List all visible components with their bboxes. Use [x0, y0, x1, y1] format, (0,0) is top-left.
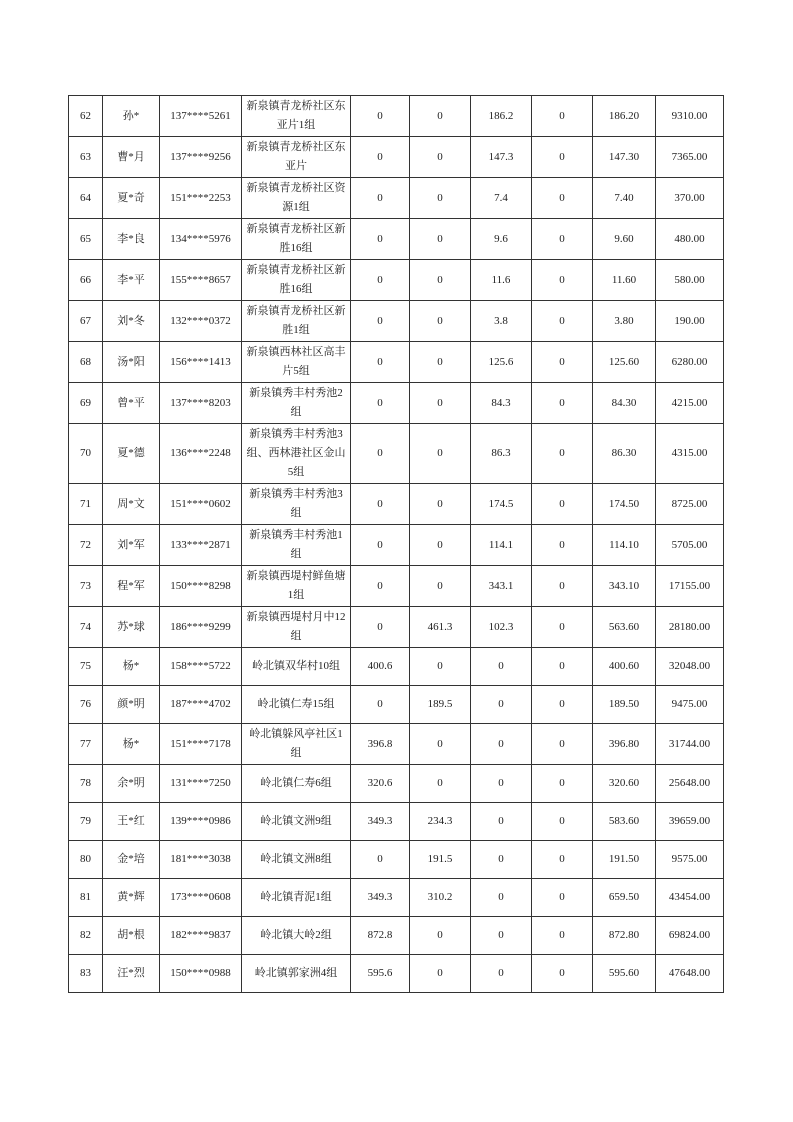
table-row — [69, 724, 724, 765]
cell-person-name: 程*军 — [103, 566, 160, 607]
cell-person-name: 黄*辉 — [103, 879, 160, 917]
cell-person-name: 夏*奇 — [103, 178, 160, 219]
cell-amount: 190.00 — [656, 301, 724, 342]
cell-person-name: 杨* — [103, 724, 160, 765]
cell-address: 岭北镇青泥1组 — [242, 879, 351, 917]
cell-row-number: 62 — [69, 96, 103, 137]
cell-row-number: 72 — [69, 525, 103, 566]
cell-phone-number: 155****8657 — [160, 260, 242, 301]
cell-value-1: 0 — [351, 301, 410, 342]
cell-address: 新泉镇青龙桥社区新胜16组 — [242, 219, 351, 260]
cell-subtotal: 7.40 — [593, 178, 656, 219]
cell-amount: 47648.00 — [656, 955, 724, 993]
cell-row-number: 80 — [69, 841, 103, 879]
cell-value-4: 0 — [532, 841, 593, 879]
cell-value-1: 320.6 — [351, 765, 410, 803]
table-row — [69, 765, 724, 803]
cell-person-name: 王*红 — [103, 803, 160, 841]
cell-amount: 9575.00 — [656, 841, 724, 879]
cell-phone-number: 173****0608 — [160, 879, 242, 917]
cell-amount: 28180.00 — [656, 607, 724, 648]
cell-value-3: 7.4 — [471, 178, 532, 219]
cell-value-1: 0 — [351, 137, 410, 178]
cell-subtotal: 84.30 — [593, 383, 656, 424]
cell-value-4: 0 — [532, 566, 593, 607]
cell-amount: 7365.00 — [656, 137, 724, 178]
cell-value-2: 234.3 — [410, 803, 471, 841]
cell-row-number: 73 — [69, 566, 103, 607]
cell-address: 岭北镇郭家洲4组 — [242, 955, 351, 993]
cell-person-name: 颜*明 — [103, 686, 160, 724]
cell-row-number: 66 — [69, 260, 103, 301]
cell-subtotal: 191.50 — [593, 841, 656, 879]
cell-amount: 69824.00 — [656, 917, 724, 955]
cell-value-2: 0 — [410, 648, 471, 686]
cell-value-1: 396.8 — [351, 724, 410, 765]
cell-subtotal: 396.80 — [593, 724, 656, 765]
cell-address: 新泉镇西林社区高丰片5组 — [242, 342, 351, 383]
cell-subtotal: 114.10 — [593, 525, 656, 566]
cell-phone-number: 187****4702 — [160, 686, 242, 724]
table-row — [69, 917, 724, 955]
cell-value-4: 0 — [532, 301, 593, 342]
cell-phone-number: 156****1413 — [160, 342, 242, 383]
cell-value-3: 84.3 — [471, 383, 532, 424]
cell-address: 岭北镇躲风亭社区1组 — [242, 724, 351, 765]
cell-value-3: 0 — [471, 765, 532, 803]
cell-value-2: 310.2 — [410, 879, 471, 917]
cell-amount: 370.00 — [656, 178, 724, 219]
table-row — [69, 383, 724, 424]
cell-address: 新泉镇青龙桥社区资源1组 — [242, 178, 351, 219]
cell-address: 新泉镇青龙桥社区东亚片1组 — [242, 96, 351, 137]
cell-address: 新泉镇秀丰村秀池3组、西林港社区金山5组 — [242, 424, 351, 484]
cell-person-name: 汤*阳 — [103, 342, 160, 383]
cell-value-3: 174.5 — [471, 484, 532, 525]
cell-address: 岭北镇文洲8组 — [242, 841, 351, 879]
cell-subtotal: 320.60 — [593, 765, 656, 803]
cell-value-4: 0 — [532, 96, 593, 137]
cell-amount: 25648.00 — [656, 765, 724, 803]
cell-value-1: 0 — [351, 383, 410, 424]
cell-row-number: 77 — [69, 724, 103, 765]
cell-value-1: 0 — [351, 566, 410, 607]
cell-row-number: 82 — [69, 917, 103, 955]
cell-value-3: 0 — [471, 803, 532, 841]
cell-value-3: 0 — [471, 686, 532, 724]
cell-amount: 6280.00 — [656, 342, 724, 383]
cell-amount: 9475.00 — [656, 686, 724, 724]
cell-address: 岭北镇文洲9组 — [242, 803, 351, 841]
cell-amount: 31744.00 — [656, 724, 724, 765]
table-row — [69, 484, 724, 525]
cell-row-number: 68 — [69, 342, 103, 383]
cell-address: 岭北镇仁寿6组 — [242, 765, 351, 803]
cell-subtotal: 400.60 — [593, 648, 656, 686]
cell-person-name: 胡*根 — [103, 917, 160, 955]
cell-row-number: 83 — [69, 955, 103, 993]
table-row — [69, 424, 724, 484]
cell-person-name: 杨* — [103, 648, 160, 686]
cell-row-number: 71 — [69, 484, 103, 525]
cell-row-number: 64 — [69, 178, 103, 219]
cell-value-3: 11.6 — [471, 260, 532, 301]
cell-value-1: 595.6 — [351, 955, 410, 993]
cell-amount: 5705.00 — [656, 525, 724, 566]
cell-row-number: 74 — [69, 607, 103, 648]
cell-amount: 17155.00 — [656, 566, 724, 607]
cell-phone-number: 131****7250 — [160, 765, 242, 803]
cell-phone-number: 134****5976 — [160, 219, 242, 260]
cell-subtotal: 595.60 — [593, 955, 656, 993]
cell-phone-number: 137****8203 — [160, 383, 242, 424]
cell-subtotal: 9.60 — [593, 219, 656, 260]
cell-value-4: 0 — [532, 525, 593, 566]
cell-value-4: 0 — [532, 219, 593, 260]
cell-person-name: 金*培 — [103, 841, 160, 879]
cell-person-name: 曾*平 — [103, 383, 160, 424]
cell-value-4: 0 — [532, 342, 593, 383]
cell-row-number: 79 — [69, 803, 103, 841]
cell-phone-number: 181****3038 — [160, 841, 242, 879]
cell-value-2: 0 — [410, 260, 471, 301]
cell-address: 新泉镇秀丰村秀池3组 — [242, 484, 351, 525]
table-row — [69, 686, 724, 724]
cell-value-1: 0 — [351, 96, 410, 137]
cell-subtotal: 189.50 — [593, 686, 656, 724]
cell-subtotal: 174.50 — [593, 484, 656, 525]
cell-value-4: 0 — [532, 178, 593, 219]
table-row — [69, 841, 724, 879]
cell-value-4: 0 — [532, 484, 593, 525]
cell-row-number: 65 — [69, 219, 103, 260]
cell-value-4: 0 — [532, 765, 593, 803]
cell-value-1: 0 — [351, 607, 410, 648]
cell-value-2: 0 — [410, 383, 471, 424]
cell-value-4: 0 — [532, 424, 593, 484]
table-row — [69, 137, 724, 178]
cell-amount: 39659.00 — [656, 803, 724, 841]
cell-value-2: 0 — [410, 724, 471, 765]
cell-address: 新泉镇青龙桥社区东亚片 — [242, 137, 351, 178]
cell-value-1: 0 — [351, 525, 410, 566]
cell-value-4: 0 — [532, 383, 593, 424]
cell-person-name: 李*平 — [103, 260, 160, 301]
cell-value-4: 0 — [532, 137, 593, 178]
cell-subtotal: 186.20 — [593, 96, 656, 137]
cell-value-3: 125.6 — [471, 342, 532, 383]
cell-row-number: 75 — [69, 648, 103, 686]
table-row — [69, 301, 724, 342]
data-table — [68, 95, 724, 993]
cell-value-2: 0 — [410, 955, 471, 993]
cell-value-2: 0 — [410, 765, 471, 803]
cell-row-number: 70 — [69, 424, 103, 484]
cell-value-3: 3.8 — [471, 301, 532, 342]
table-row — [69, 803, 724, 841]
cell-person-name: 周*文 — [103, 484, 160, 525]
cell-phone-number: 133****2871 — [160, 525, 242, 566]
cell-value-1: 0 — [351, 686, 410, 724]
cell-address: 新泉镇秀丰村秀池1组 — [242, 525, 351, 566]
cell-person-name: 汪*烈 — [103, 955, 160, 993]
cell-amount: 480.00 — [656, 219, 724, 260]
table-row — [69, 879, 724, 917]
cell-value-2: 0 — [410, 484, 471, 525]
cell-value-4: 0 — [532, 917, 593, 955]
cell-row-number: 69 — [69, 383, 103, 424]
cell-phone-number: 137****5261 — [160, 96, 242, 137]
cell-address: 岭北镇仁寿15组 — [242, 686, 351, 724]
cell-subtotal: 872.80 — [593, 917, 656, 955]
cell-value-4: 0 — [532, 879, 593, 917]
cell-value-3: 186.2 — [471, 96, 532, 137]
cell-value-3: 114.1 — [471, 525, 532, 566]
cell-address: 新泉镇西堤村鲜鱼塘1组 — [242, 566, 351, 607]
cell-value-2: 0 — [410, 917, 471, 955]
cell-amount: 580.00 — [656, 260, 724, 301]
cell-subtotal: 3.80 — [593, 301, 656, 342]
cell-address: 岭北镇双华村10组 — [242, 648, 351, 686]
cell-row-number: 63 — [69, 137, 103, 178]
cell-value-2: 0 — [410, 342, 471, 383]
cell-phone-number: 139****0986 — [160, 803, 242, 841]
cell-subtotal: 583.60 — [593, 803, 656, 841]
cell-value-4: 0 — [532, 260, 593, 301]
cell-value-2: 0 — [410, 301, 471, 342]
cell-value-3: 0 — [471, 917, 532, 955]
table-row — [69, 955, 724, 993]
cell-value-1: 0 — [351, 424, 410, 484]
cell-subtotal: 125.60 — [593, 342, 656, 383]
cell-subtotal: 343.10 — [593, 566, 656, 607]
cell-row-number: 67 — [69, 301, 103, 342]
cell-phone-number: 150****0988 — [160, 955, 242, 993]
table-row — [69, 648, 724, 686]
cell-value-1: 0 — [351, 178, 410, 219]
cell-address: 新泉镇青龙桥社区新胜1组 — [242, 301, 351, 342]
cell-phone-number: 137****9256 — [160, 137, 242, 178]
cell-subtotal: 86.30 — [593, 424, 656, 484]
cell-value-2: 0 — [410, 96, 471, 137]
cell-value-2: 0 — [410, 137, 471, 178]
cell-value-1: 0 — [351, 219, 410, 260]
cell-value-1: 0 — [351, 484, 410, 525]
cell-phone-number: 182****9837 — [160, 917, 242, 955]
cell-subtotal: 147.30 — [593, 137, 656, 178]
cell-address: 新泉镇西堤村月中12组 — [242, 607, 351, 648]
cell-value-3: 86.3 — [471, 424, 532, 484]
cell-subtotal: 659.50 — [593, 879, 656, 917]
cell-value-3: 0 — [471, 879, 532, 917]
cell-phone-number: 132****0372 — [160, 301, 242, 342]
cell-value-3: 343.1 — [471, 566, 532, 607]
cell-value-1: 0 — [351, 841, 410, 879]
table-row — [69, 219, 724, 260]
table-row — [69, 260, 724, 301]
cell-phone-number: 158****5722 — [160, 648, 242, 686]
cell-row-number: 76 — [69, 686, 103, 724]
table-row — [69, 566, 724, 607]
cell-value-2: 0 — [410, 178, 471, 219]
cell-value-1: 400.6 — [351, 648, 410, 686]
cell-address: 岭北镇大岭2组 — [242, 917, 351, 955]
cell-value-3: 147.3 — [471, 137, 532, 178]
cell-phone-number: 150****8298 — [160, 566, 242, 607]
cell-phone-number: 136****2248 — [160, 424, 242, 484]
cell-address: 新泉镇秀丰村秀池2组 — [242, 383, 351, 424]
cell-person-name: 夏*德 — [103, 424, 160, 484]
cell-address: 新泉镇青龙桥社区新胜16组 — [242, 260, 351, 301]
cell-person-name: 刘*军 — [103, 525, 160, 566]
cell-value-3: 0 — [471, 724, 532, 765]
cell-person-name: 刘*冬 — [103, 301, 160, 342]
cell-value-1: 0 — [351, 260, 410, 301]
cell-value-4: 0 — [532, 686, 593, 724]
cell-row-number: 78 — [69, 765, 103, 803]
cell-phone-number: 151****7178 — [160, 724, 242, 765]
table-row — [69, 178, 724, 219]
cell-value-4: 0 — [532, 607, 593, 648]
cell-value-2: 0 — [410, 566, 471, 607]
cell-subtotal: 11.60 — [593, 260, 656, 301]
cell-row-number: 81 — [69, 879, 103, 917]
cell-person-name: 苏*球 — [103, 607, 160, 648]
table-body — [69, 96, 724, 993]
cell-value-3: 102.3 — [471, 607, 532, 648]
cell-amount: 4315.00 — [656, 424, 724, 484]
cell-person-name: 孙* — [103, 96, 160, 137]
cell-subtotal: 563.60 — [593, 607, 656, 648]
cell-person-name: 李*良 — [103, 219, 160, 260]
cell-value-2: 0 — [410, 525, 471, 566]
cell-value-4: 0 — [532, 648, 593, 686]
cell-value-3: 9.6 — [471, 219, 532, 260]
cell-amount: 9310.00 — [656, 96, 724, 137]
cell-phone-number: 151****0602 — [160, 484, 242, 525]
cell-value-1: 349.3 — [351, 803, 410, 841]
table-row — [69, 342, 724, 383]
cell-amount: 8725.00 — [656, 484, 724, 525]
table-row — [69, 96, 724, 137]
cell-value-1: 0 — [351, 342, 410, 383]
cell-value-4: 0 — [532, 955, 593, 993]
cell-person-name: 曹*月 — [103, 137, 160, 178]
table-row — [69, 525, 724, 566]
cell-value-1: 872.8 — [351, 917, 410, 955]
cell-amount: 32048.00 — [656, 648, 724, 686]
cell-value-3: 0 — [471, 841, 532, 879]
cell-value-3: 0 — [471, 955, 532, 993]
cell-value-4: 0 — [532, 724, 593, 765]
cell-value-3: 0 — [471, 648, 532, 686]
cell-value-2: 461.3 — [410, 607, 471, 648]
cell-value-2: 189.5 — [410, 686, 471, 724]
cell-value-2: 0 — [410, 424, 471, 484]
cell-value-4: 0 — [532, 803, 593, 841]
cell-phone-number: 151****2253 — [160, 178, 242, 219]
cell-value-2: 0 — [410, 219, 471, 260]
cell-value-1: 349.3 — [351, 879, 410, 917]
cell-amount: 4215.00 — [656, 383, 724, 424]
table-row — [69, 607, 724, 648]
cell-value-2: 191.5 — [410, 841, 471, 879]
cell-person-name: 余*明 — [103, 765, 160, 803]
cell-phone-number: 186****9299 — [160, 607, 242, 648]
cell-amount: 43454.00 — [656, 879, 724, 917]
